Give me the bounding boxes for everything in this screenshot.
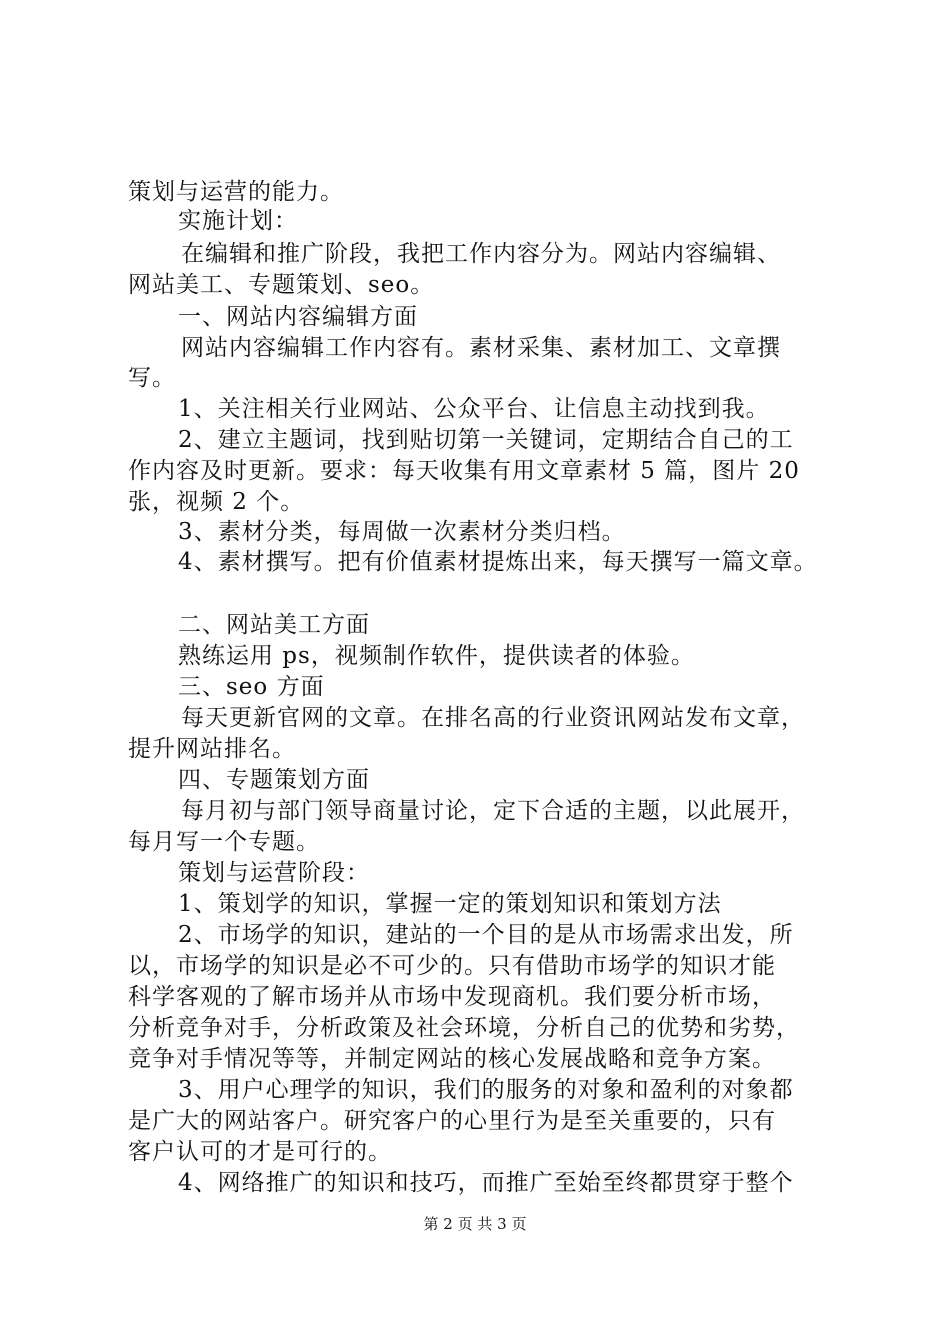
text-line: 科学客观的了解市场并从市场中发现商机。我们要分析市场，	[128, 984, 776, 1010]
text-line: 是广大的网站客户。研究客户的心里行为是至关重要的，只有	[128, 1108, 776, 1134]
section-heading: 四、专题策划方面	[178, 767, 370, 793]
text-line: 作内容及时更新。要求：每天收集有用文章素材 5 篇，图片 20	[128, 458, 800, 484]
text-line: 每月初与部门领导商量讨论，定下合适的主题，以此展开，	[181, 798, 805, 824]
text-line: 网站内容编辑工作内容有。素材采集、素材加工、文章撰	[181, 335, 781, 361]
page-footer: 第 2 页 共 3 页	[423, 1215, 527, 1233]
section-heading: 一、网站内容编辑方面	[178, 304, 418, 330]
section-heading: 策划与运营阶段：	[178, 860, 370, 886]
section-heading: 三、seo 方面	[178, 674, 325, 700]
text-line: 1、关注相关行业网站、公众平台、让信息主动找到我。	[178, 396, 770, 422]
text-line: 每天更新官网的文章。在排名高的行业资讯网站发布文章，	[181, 705, 805, 731]
text-line: 4、网络推广的知识和技巧，而推广至始至终都贯穿于整个	[178, 1170, 794, 1196]
text-line: 熟练运用 ps，视频制作软件，提供读者的体验。	[178, 643, 695, 669]
text-line: 竞争对手情况等等，并制定网站的核心发展战略和竞争方案。	[128, 1046, 776, 1072]
text-line: 1、策划学的知识，掌握一定的策划知识和策划方法	[178, 891, 722, 917]
text-line: 3、素材分类，每周做一次素材分类归档。	[178, 519, 626, 545]
text-line: 写。	[128, 365, 176, 391]
text-line: 2、建立主题词，找到贴切第一关键词，定期结合自己的工	[178, 427, 794, 453]
text-line: 3、用户心理学的知识，我们的服务的对象和盈利的对象都	[178, 1077, 794, 1103]
text-line: 分析竞争对手，分析政策及社会环境，分析自己的优势和劣势，	[128, 1015, 800, 1041]
text-line: 在编辑和推广阶段，我把工作内容分为。网站内容编辑、	[181, 241, 781, 267]
section-heading: 实施计划：	[178, 208, 298, 234]
text-line: 4、素材撰写。把有价值素材提炼出来，每天撰写一篇文章。	[178, 549, 818, 575]
text-line: 客户认可的才是可行的。	[128, 1139, 392, 1165]
section-heading: 二、网站美工方面	[178, 612, 370, 638]
text-line: 张，视频 2 个。	[128, 489, 305, 515]
text-line: 以，市场学的知识是必不可少的。只有借助市场学的知识才能	[128, 953, 776, 979]
text-line: 每月写一个专题。	[128, 829, 320, 855]
text-line: 提升网站排名。	[128, 736, 296, 762]
text-line: 2、市场学的知识，建站的一个目的是从市场需求出发，所	[178, 922, 794, 948]
text-line: 网站美工、专题策划、seo。	[128, 272, 435, 298]
text-line: 策划与运营的能力。	[128, 179, 344, 205]
